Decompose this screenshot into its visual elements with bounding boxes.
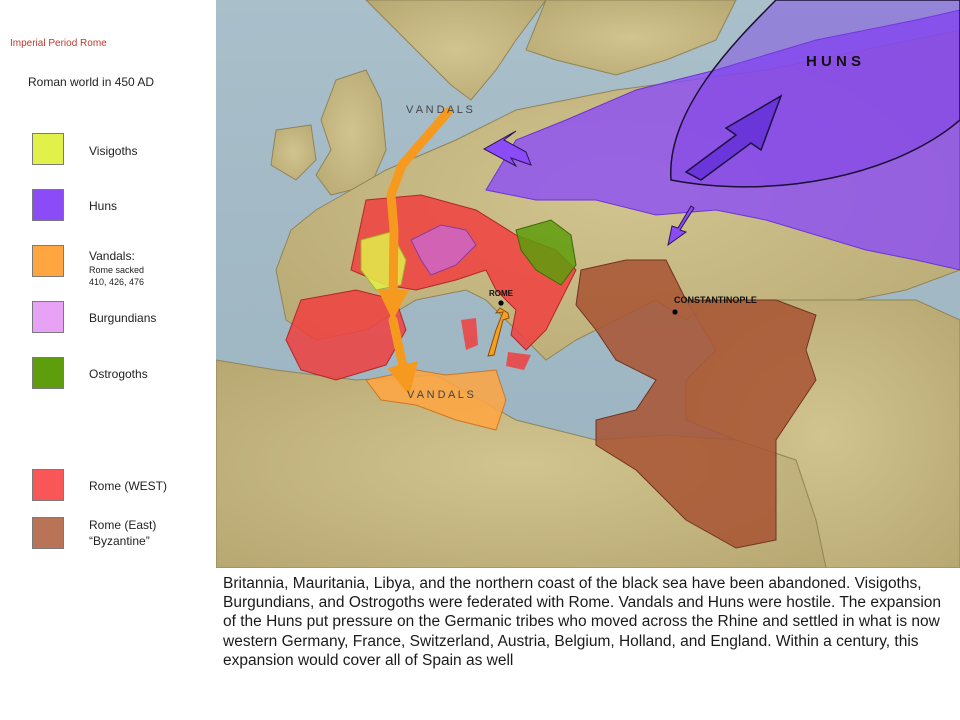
map-label-vandals-south: V A N D A L S <box>407 389 474 401</box>
legend-label-visigoths: Visigoths <box>89 144 138 158</box>
legend-swatch-visigoths <box>32 133 64 165</box>
legend-swatch-vandals <box>32 245 64 277</box>
legend-label-vandals: Vandals: <box>89 249 135 263</box>
constantinople-marker <box>672 309 677 314</box>
legend-swatch-burgundians <box>32 301 64 333</box>
legend-swatch-rome-east <box>32 517 64 549</box>
rome-marker <box>498 300 503 305</box>
map-label-vandals-north: V A N D A L S <box>406 104 473 116</box>
legend-label-rome-east-byzantine: “Byzantine” <box>89 534 150 548</box>
legend-note-vandals-1: Rome sacked <box>89 265 145 275</box>
page-subtitle: Roman world in 450 AD <box>28 75 155 89</box>
map-label-huns: H U N S <box>806 53 862 70</box>
europe-map <box>216 0 960 568</box>
map-label-constantinople: CONSTANTINOPLE <box>674 295 757 305</box>
map-label-rome: ROME <box>489 289 513 298</box>
breadcrumb[interactable]: Imperial Period Rome <box>10 38 107 49</box>
legend-label-burgundians: Burgundians <box>89 311 157 325</box>
map-caption: Britannia, Mauritania, Libya, and the northern coast of the black sea have been abandoned. Visigoths, Burgundians, and Ostrogoths were federated with Rome. Vandals and Huns were hostile. The expansion of the Huns put pressure on the Germanic tribes who moved across the Rhine and settled in what is now western Germany, France, Switzerland, Austria, Belgium, Holland, and England. Within a century, this expansion would cover all of Spain as well <box>223 575 942 669</box>
legend-label-ostrogoths: Ostrogoths <box>89 367 148 381</box>
legend-swatch-huns <box>32 189 64 221</box>
legend-label-huns: Huns <box>89 199 118 213</box>
legend-swatch-ostrogoths <box>32 357 64 389</box>
legend-label-rome-west: Rome (WEST) <box>89 479 167 493</box>
legend-label-rome-east: Rome (East) <box>89 518 157 532</box>
legend-swatch-rome-west <box>32 469 64 501</box>
legend-note-vandals-2: 410, 426, 476 <box>89 277 145 287</box>
